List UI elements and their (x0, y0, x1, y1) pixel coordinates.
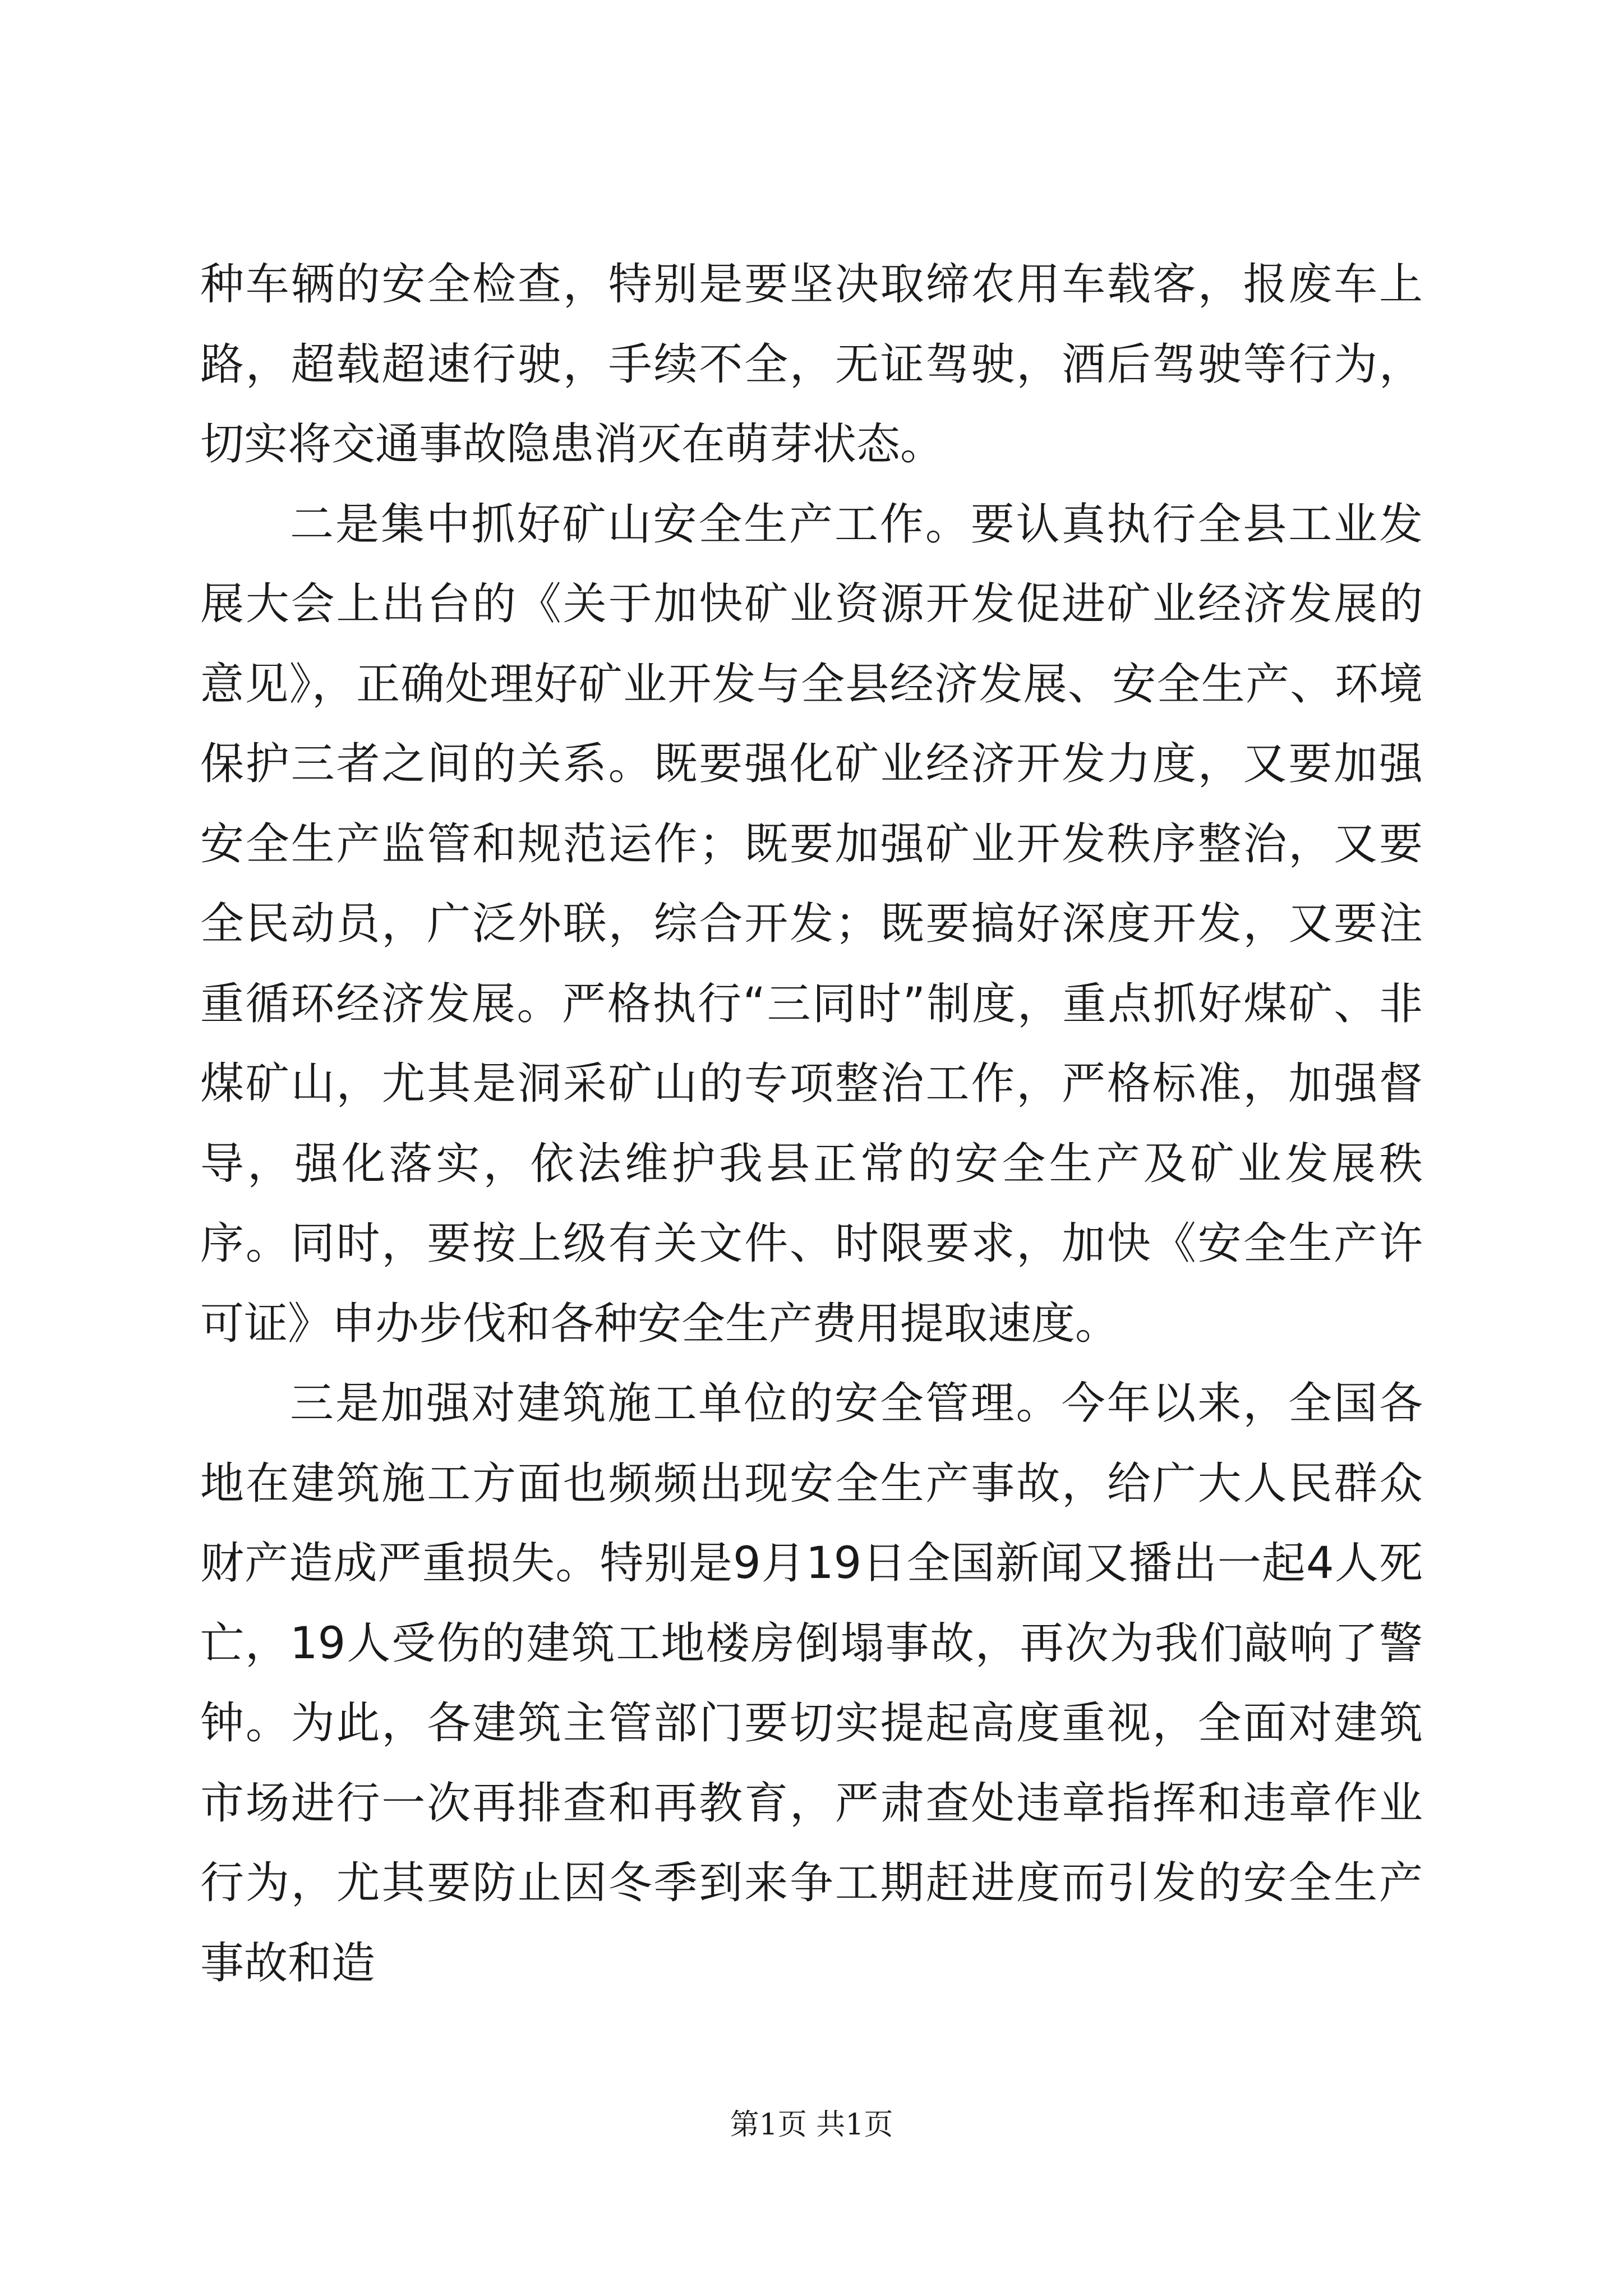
paragraph-2: 二是集中抓好矿山安全生产工作。要认真执行全县工业发展大会上出台的《关于加快矿业资源开发促进矿业经济发展的意见》，正确处理好矿业开发与全县经济发展、安全生产、环境保护三者之间的关系。既要强化矿业经济开发力度，又要加强安全生产监管和规范运作；既要加强矿业开发秩序整治，又要全民动员，广泛外联，综合开发；既要搞好深度开发，又要注重循环经济发展。严格执行“三同时”制度，重点抓好煤矿、非煤矿山，尤其是洞采矿山的专项整治工作，严格标准，加强督导，强化落实，依法维护我县正常的安全生产及矿业发展秩序。同时，要按上级有关文件、时限要求，加快《安全生产许可证》申办步伐和各种安全生产费用提取速度。 (200, 499, 1423, 1349)
page-footer: 第1页 共1页 (730, 2108, 893, 2142)
document-body (200, 245, 1423, 2003)
paragraph-3: 三是加强对建筑施工单位的安全管理。今年以来，全国各地在建筑施工方面也频频出现安全生产事故，给广大人民群众财产造成严重损失。特别是9月19日全国新闻又播出一起4人死亡，19人受伤的建筑工地楼房倒塌事故，再次为我们敲响了警钟。为此，各建筑主管部门要切实提起高度重视，全面对建筑市场进行一次再排查和再教育，严肃查处违章指挥和违章作业行为，尤其要防止因冬季到来争工期赶进度而引发的安全生产事故和造 (200, 1378, 1423, 1989)
paragraph-1: 种车辆的安全检查，特别是要坚决取缔农用车载客，报废车上路，超载超速行驶，手续不全，无证驾驶，酒后驾驶等行为，切实将交通事故隐患消灭在萌芽状态。 (200, 259, 1423, 470)
